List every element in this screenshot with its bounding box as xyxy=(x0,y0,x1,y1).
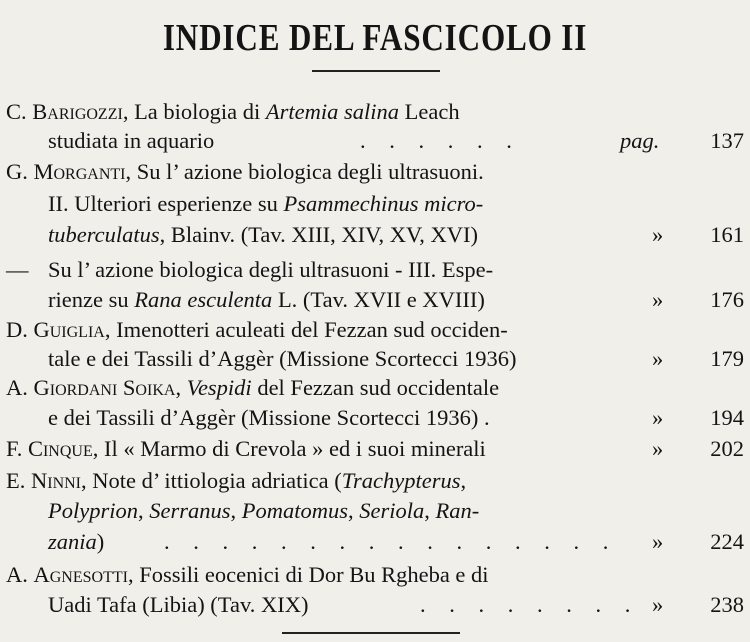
entry-author-line: A. Giordani Soika, Vespidi del Fezzan sud occidentale xyxy=(6,375,500,400)
page-number: 224 xyxy=(710,529,744,554)
page-number: 176 xyxy=(710,287,744,312)
page-title: INDICE DEL FASCICOLO II xyxy=(162,17,588,59)
leader-dots: . . . . . . . . . . . . . . . . xyxy=(164,529,618,554)
page-number: 179 xyxy=(710,346,744,371)
entry-author-line: G. Morganti, Su l’ azione biologica degli ultrasuoni. xyxy=(6,159,484,184)
ditto-dash: — xyxy=(6,257,29,282)
ditto-mark: » xyxy=(652,405,664,430)
entry-title-line: rienze su Rana esculenta L. (Tav. XVII e XVIII) xyxy=(48,287,485,312)
page-number: 137 xyxy=(710,128,744,153)
entry-title-line: Su l’ azione biologica degli ultrasuoni - III. Espe- xyxy=(48,257,494,282)
page-number: 202 xyxy=(710,436,744,461)
entry-title-line: e dei Tassili d’Aggèr (Missione Scortecci 1936) . xyxy=(48,405,490,430)
title-rule xyxy=(312,70,440,72)
page-prefix: pag. xyxy=(620,128,660,153)
leader-dots: . . . . . . xyxy=(360,128,521,153)
ditto-mark: » xyxy=(652,529,664,554)
entry-title-line: zania) xyxy=(48,529,105,554)
ditto-mark: » xyxy=(652,592,664,617)
page-number: 238 xyxy=(710,592,744,617)
page-number: 194 xyxy=(710,405,744,430)
entry-author-line: C. Barigozzi, La biologia di Artemia salina Leach xyxy=(6,99,460,124)
entry-title-line: studiata in aquario xyxy=(48,128,215,153)
ditto-mark: » xyxy=(652,287,664,312)
entry-title-line: tuberculatus, Blainv. (Tav. XIII, XIV, XV, XVI) xyxy=(48,222,479,247)
entry-author-line: F. Cinque, Il « Marmo di Crevola » ed i suoi minerali xyxy=(6,436,486,461)
ditto-mark: » xyxy=(652,222,664,247)
entry-author-line: D. Guiglia, Imenotteri aculeati del Fezzan sud occiden- xyxy=(6,317,508,342)
footer-rule xyxy=(282,632,460,634)
ditto-mark: » xyxy=(652,436,664,461)
leader-dots: . . . . . . . . xyxy=(420,592,640,617)
entry-title-line: Uadi Tafa (Libia) (Tav. XIX) xyxy=(48,592,309,617)
entry-author-line: A. Agnesotti, Fossili eocenici di Dor Bu Rgheba e di xyxy=(6,562,489,587)
entry-author-line: E. Ninni, Note d’ ittiologia adriatica (Trachypterus, xyxy=(6,468,467,493)
entry-title-line: II. Ulteriori esperienze su Psammechinus micro- xyxy=(48,191,484,216)
ditto-mark: » xyxy=(652,346,664,371)
entry-title-line: tale e dei Tassili d’Aggèr (Missione Scortecci 1936) xyxy=(48,346,517,371)
entry-title-line: Polyprion, Serranus, Pomatomus, Seriola, Ran- xyxy=(48,498,480,523)
page-number: 161 xyxy=(710,222,744,247)
